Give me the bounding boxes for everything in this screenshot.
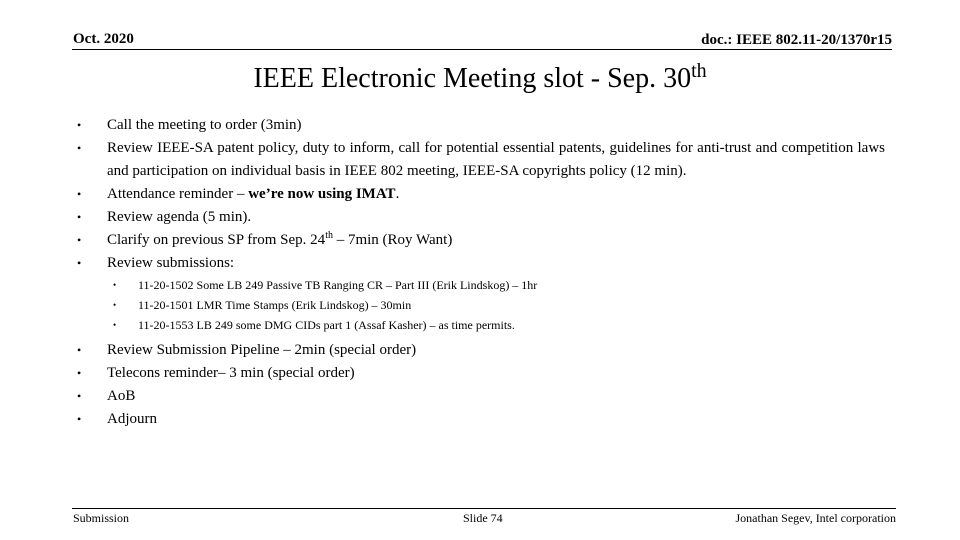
footer-slide-number: Slide 74 (463, 511, 503, 525)
submission-item-text: 11-20-1553 LB 249 some DMG CIDs part 1 (Assaf Kasher) – as time permits. (138, 318, 515, 332)
slide-title (0, 60, 960, 95)
agenda-item-text: Call the meeting to order (3min) (107, 117, 302, 133)
bullet-icon: • (113, 320, 117, 330)
submission-item (77, 275, 885, 295)
imat-emphasis: we’re now using IMAT (248, 186, 396, 202)
submission-item-text: 11-20-1501 LMR Time Stamps (Erik Lindskog) – 30min (138, 298, 412, 312)
agenda-item (77, 137, 885, 183)
bullet-icon: • (77, 256, 82, 270)
bullet-icon: • (77, 412, 82, 426)
header-doc-id: doc.: IEEE 802.11-20/1370r15 (701, 32, 892, 48)
agenda-item-text: Attendance reminder – (107, 186, 249, 202)
agenda-item-text: Review submissions: (107, 255, 235, 271)
header-divider (72, 49, 892, 50)
bullet-icon: • (77, 187, 82, 201)
submission-item-text: 11-20-1502 Some LB 249 Passive TB Ranging CR – Part III (Erik Lindskog) – 1hr (138, 278, 538, 292)
agenda-item-text: Review agenda (5 min). (107, 209, 252, 225)
header-date: Oct. 2020 (73, 31, 134, 47)
bullet-icon: • (77, 210, 82, 224)
agenda-list (77, 114, 885, 431)
ordinal-sup: th (325, 230, 333, 241)
bullet-icon: • (77, 141, 82, 155)
agenda-item (77, 362, 885, 385)
submission-item (77, 295, 885, 315)
bullet-icon: • (77, 366, 82, 380)
footer-submission: Submission (73, 511, 130, 525)
bullet-icon: • (77, 233, 82, 247)
agenda-item (77, 183, 885, 206)
agenda-item (77, 385, 885, 408)
bullet-icon: • (77, 389, 82, 403)
agenda-item-text-end: . (395, 186, 400, 202)
agenda-item-text: Adjourn (107, 411, 157, 427)
submissions-sublist-container (77, 275, 885, 339)
bullet-icon: • (113, 280, 117, 290)
slide-title-sup: th (691, 60, 707, 82)
agenda-item-text: Review IEEE-SA patent policy, duty to inform, call for potential essential patents, guidelines for anti-trust and competition laws and participation on individual basis in IEEE 802 meeting, IEEE-SA copyrights policy (12 min). (107, 140, 885, 179)
submission-item (77, 315, 885, 335)
agenda-item (77, 206, 885, 229)
agenda-item (77, 339, 885, 362)
footer-author: Jonathan Segev, Intel corporation (735, 511, 896, 525)
agenda-item (77, 252, 885, 275)
agenda-item (77, 408, 885, 431)
agenda-item-text-end: – 7min (Roy Want) (332, 232, 453, 248)
bullet-icon: • (113, 300, 117, 310)
bullet-icon: • (77, 118, 82, 132)
agenda-item-text: Review Submission Pipeline – 2min (special order) (107, 342, 417, 358)
agenda-item-text: AoB (107, 388, 136, 404)
agenda-item (77, 229, 885, 252)
submissions-sublist (77, 275, 885, 335)
slide-title-text: IEEE Electronic Meeting slot - Sep. 30 (253, 63, 692, 94)
agenda-item-text: Telecons reminder– 3 min (special order) (107, 365, 355, 381)
bullet-icon: • (77, 343, 82, 357)
footer-divider (72, 508, 896, 509)
agenda-item (77, 114, 885, 137)
agenda-item-text: Clarify on previous SP from Sep. 24 (107, 232, 326, 248)
